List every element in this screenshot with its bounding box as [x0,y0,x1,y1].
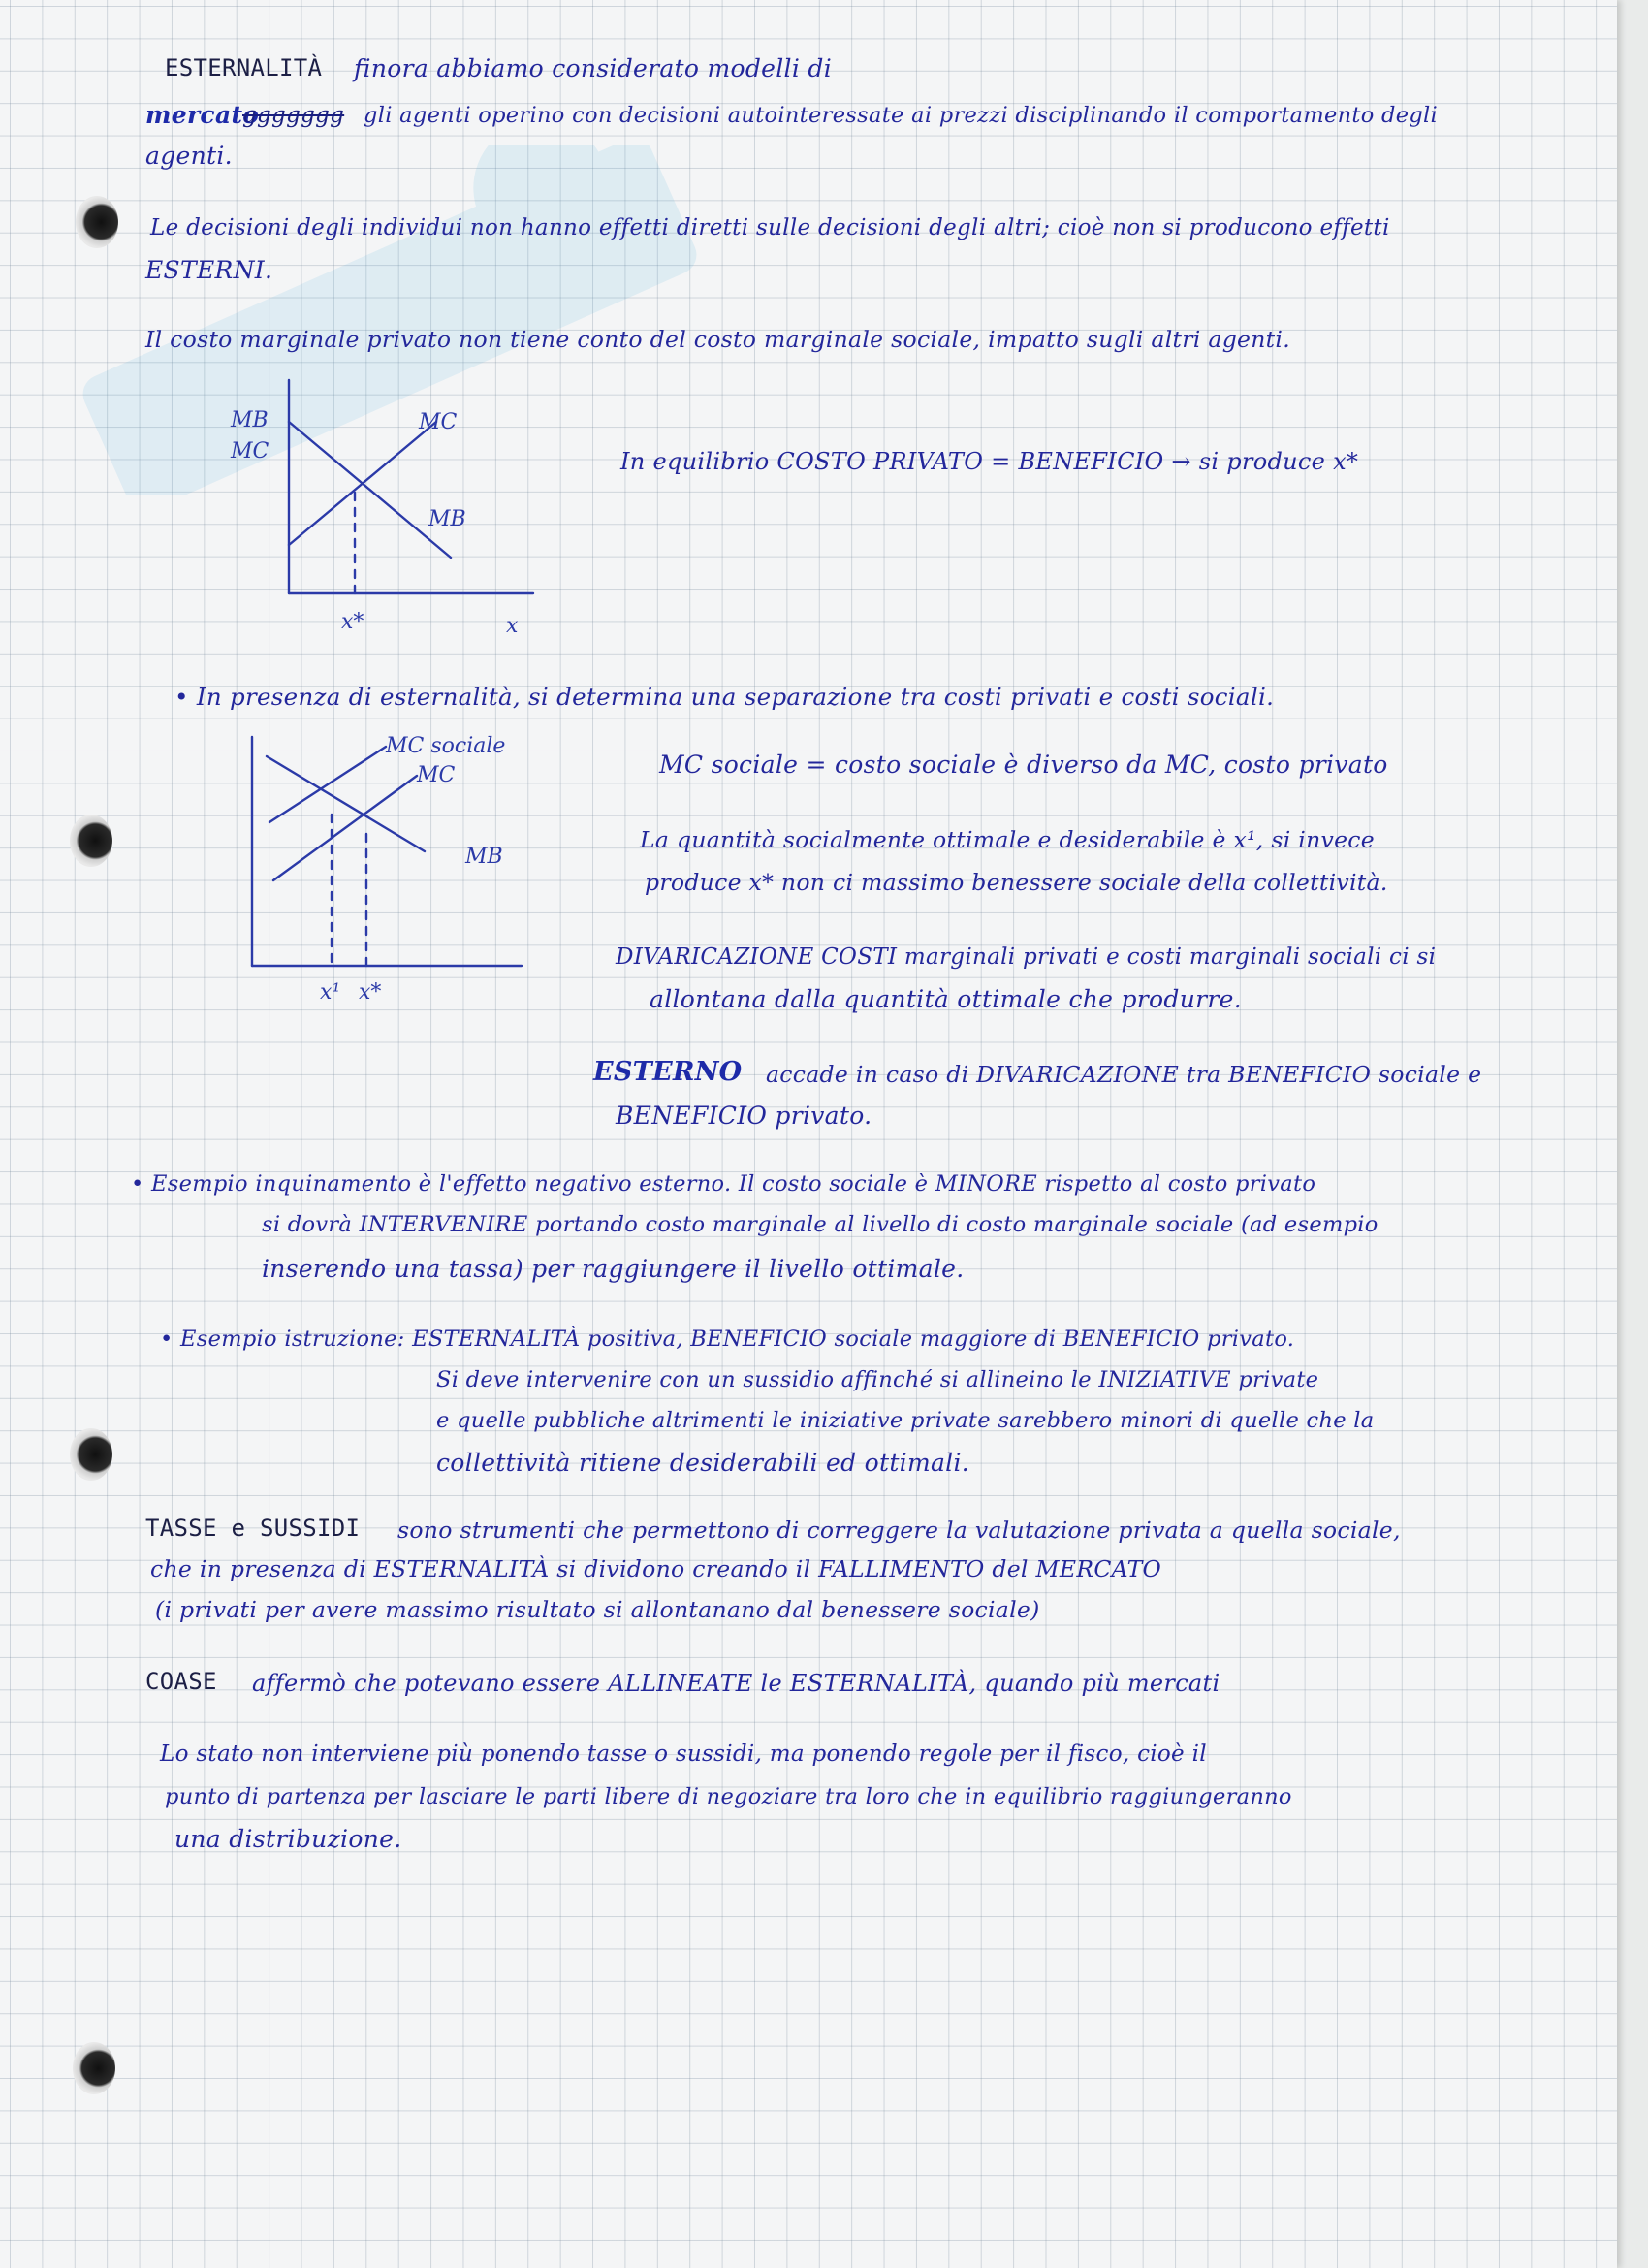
equilibrium-note: In equilibrio COSTO PRIVATO = BENEFICIO → si produce x* [620,448,1359,475]
x-tick-label: x* [341,610,364,634]
text-line: una distribuzione. [174,1825,402,1853]
text-line: finora abbiamo considerato modelli di [354,54,832,82]
text-line: • Esempio inquinamento è l'effetto negativo esterno. Il costo sociale è MINORE rispetto al costo privato [131,1171,1316,1197]
text-line: che in presenza di ESTERNALITÀ si dividono creando il FALLIMENTO del MERCATO [150,1555,1162,1582]
text-line: affermò che potevano essere ALLINEATE le ESTERNALITÀ, quando più mercati [252,1670,1220,1697]
text-line: MC sociale = costo sociale è diverso da MC, costo privato [659,751,1388,779]
text-line: allontana dalla quantità ottimale che produrre. [650,985,1242,1013]
text-line: Lo stato non interviene più ponendo tasse o sussidi, ma ponendo regole per il fisco, cioè il [160,1741,1207,1767]
punch-hole [76,196,118,248]
mc-curve [273,776,417,880]
text-line: produce x* non ci massimo benessere sociale della collettività. [645,869,1388,896]
punch-hole [70,1428,112,1481]
text-line: punto di partenza per lasciare le parti libere di negoziare tra loro che in equilibrio raggiungeranno [165,1784,1292,1809]
text-line: Le decisioni degli individui non hanno effetti diretti sulle decisioni degli altri; cioè non si producono effetti [150,215,1390,240]
text-line: • Esempio istruzione: ESTERNALITÀ positiva, BENEFICIO sociale maggiore di BENEFICIO privato. [160,1326,1295,1352]
text-line: Il costo marginale privato non tiene conto del costo marginale sociale, impatto sugli altri agenti. [145,326,1291,353]
x-tick-xstar: x* [359,980,382,1005]
graph-equilibrium [213,368,543,640]
curve-label-mc: MC [417,763,456,787]
text-line: Si deve intervenire con un sussidio affinché si allineino le INIZIATIVE private [436,1367,1319,1392]
text-line: agenti. [145,142,233,170]
text-line: (i privati per avere massimo risultato si allontanano dal benessere sociale) [155,1596,1040,1623]
mb-curve [289,422,451,558]
text-line: e quelle pubbliche altrimenti le iniziative private sarebbero minori di quelle che la [436,1408,1375,1433]
x-axis-label: x [506,614,519,638]
text-line: sono strumenti che permettono di correggere la valutazione privata a quella sociale, [397,1517,1401,1544]
text-line: mercato [145,101,260,129]
x-tick-x1: x¹ [320,980,341,1005]
y-label-mb: MB [231,408,269,432]
punch-hole [73,2042,115,2094]
curve-label-mb: MB [465,845,503,869]
mb-curve [267,756,425,851]
notebook-sheet: ESTERNALITÀ finora abbiamo considerato modelli di mercato ggggggg gli agenti operino con decisioni autointeressate ai prezzi disciplinando il comportamento degli agenti. Le decisioni degli individui non hanno effetti diretti sulle decisioni degli altri; cioè non si producono effetti ESTERNI. Il costo marginale privato non tiene conto del costo marginale sociale, impatto sugli altri agenti. MB MC MC MB x* x In equilibrio COSTO PRIVATO = BENEFICIO → si produce x* • In presenza di esternalità, si determina una separazione tra costi privati e costi sociali. MC sociale MC MB x¹ x* MC sociale = costo sociale è diverso da MC, costo privato La quantità socialmente ottimale e desiderabile è x¹, si invece produce x* non ci massimo benessere sociale della collettività. DIVARICAZIONE COSTI marginali privati e costi marginali sociali ci si allontana dalla quantità ottimale che produrre. ESTERNO accade in caso di DIVARICAZIONE tra BENEFICIO sociale e BENEFICIO privato. • Esempio inquinamento è l'effetto negativo esterno. Il costo sociale è MINORE rispetto al costo privato si dovrà INTERVENIRE portando costo marginale al livello di costo marginale sociale (ad esempio inserendo una tassa) per raggiungere il livello ottimale. • Esempio istruzione: ESTERNALITÀ positiva, BENEFICIO sociale maggiore di BENEFICIO privato. Si deve intervenire con un sussidio affinché si allineino le INIZIATIVE private e quelle pubbliche altrimenti le iniziative private sarebbero minori di quelle che la collettività ritiene desiderabili ed ottimali. TASSE e SUSSIDI sono strumenti che permettono di correggere la valutazione privata a quella sociale, che in presenza di ESTERNALITÀ si dividono creando il FALLIMENTO del MERCATO (i privati per avere massimo risultato si allontanano dal benessere sociale) COASE affermò che potevano essere ALLINEATE le ESTERNALITÀ, quando più mercati Lo stato non interviene più ponendo tasse o sussidi, ma ponendo regole per il fisco, cioè il punto di partenza per lasciare le parti libere di negoziare tra loro che in equilibrio raggiungeranno una distribuzione. [0,0,1617,2268]
punch-hole [70,815,112,867]
heading-coase: COASE [145,1668,217,1695]
text-line: collettività ritiene desiderabili ed ottimali. [436,1449,970,1477]
text-line: gli agenti operino con decisioni autointeressate ai prezzi disciplinando il comportamento degli [364,103,1439,128]
section-title: ESTERNALITÀ [165,54,323,81]
graph-externality [233,725,553,1006]
text-line: BENEFICIO privato. [616,1102,872,1130]
text-line: La quantità socialmente ottimale e desiderabile è x¹, si invece [640,826,1375,853]
text-line: inserendo una tassa) per raggiungere il livello ottimale. [262,1255,965,1283]
curve-label-mb: MB [428,507,466,531]
text-line: • In presenza di esternalità, si determina una separazione tra costi privati e costi sociali. [174,683,1275,711]
text-line: si dovrà INTERVENIRE portando costo marginale al livello di costo marginale sociale (ad esempio [262,1212,1379,1237]
curve-label-mc-sociale: MC sociale [386,734,506,758]
curve-label-mc: MC [419,410,458,434]
highlight-word: ESTERNO [593,1057,743,1087]
text-line: accade in caso di DIVARICAZIONE tra BENEFICIO sociale e [766,1061,1482,1088]
heading-tasse-sussidi: TASSE e SUSSIDI [145,1515,361,1542]
y-label-mc: MC [231,439,269,463]
text-line: ESTERNI. [145,256,273,284]
text-line: DIVARICAZIONE COSTI marginali privati e costi marginali sociali ci si [616,944,1437,970]
